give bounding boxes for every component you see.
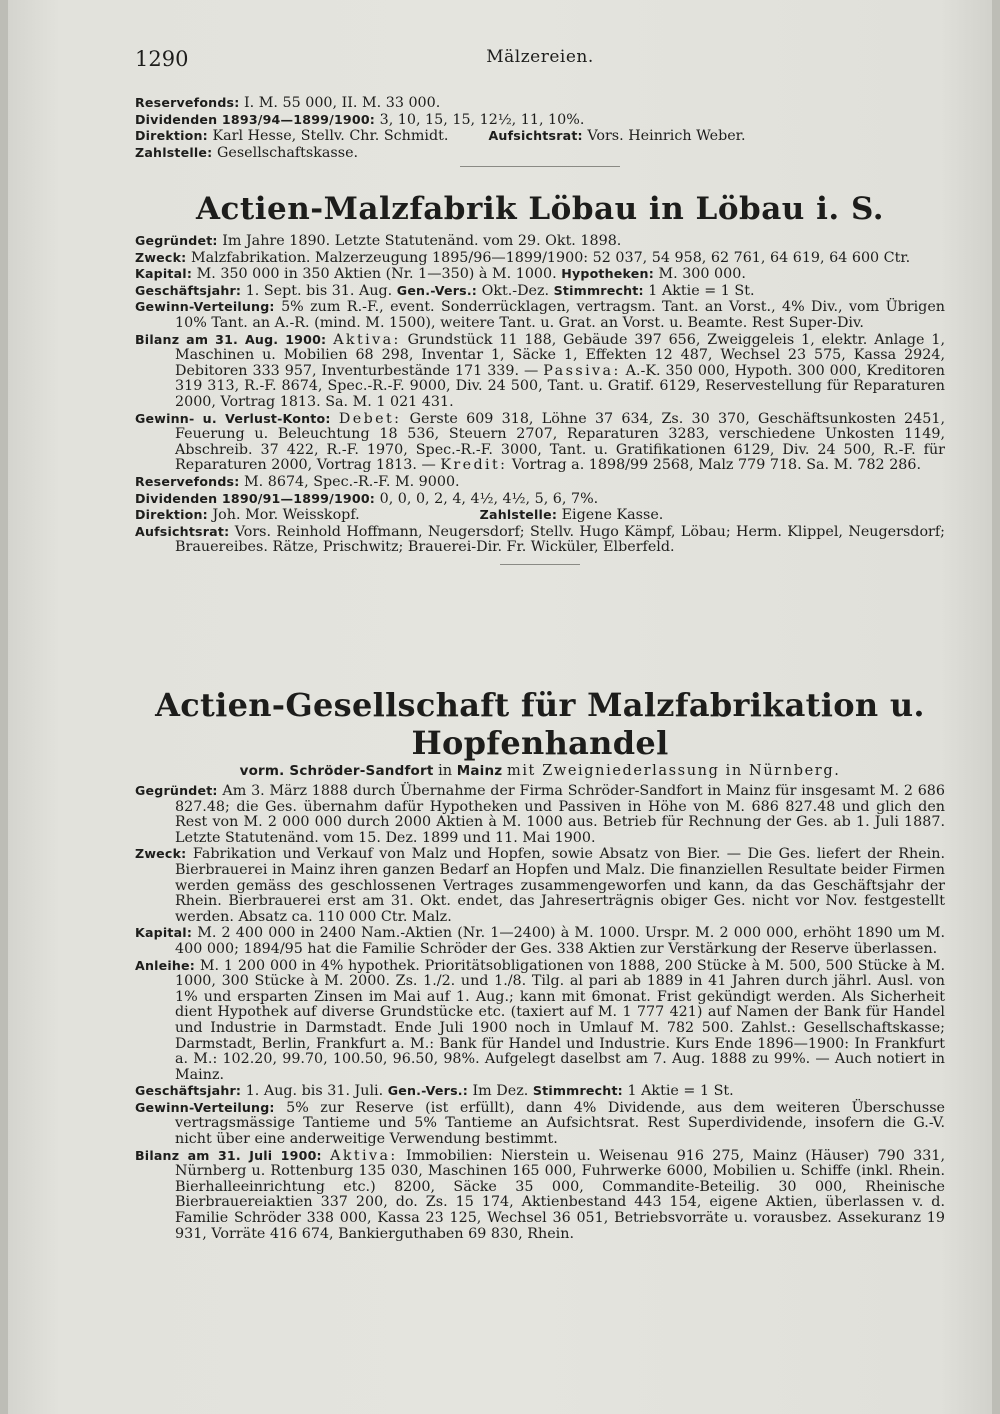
label: Gegründet: <box>135 783 218 798</box>
value: M. 350 000 in 350 Aktien (Nr. 1—350) à M. 1000. <box>196 266 557 283</box>
value: Vors. Reinhold Hoffmann, Neugersdorf; Stellv. Hugo Kämpf, Löbau; Herm. Klippel, Neugersdorf; Brauereibes. Rätze, Prischwitz; Brauerei-Dir. Fr. Wicküler, Elberfeld. <box>175 523 945 556</box>
zweck-entry <box>135 846 945 925</box>
previous-entry-tail <box>135 95 945 167</box>
label: Gewinn- u. Verlust-Konto: <box>135 410 331 426</box>
label: Bilanz am 31. Aug. 1900: <box>135 331 327 347</box>
label: Geschäftsjahr: <box>135 1083 242 1099</box>
zahlstelle-entry <box>135 145 945 162</box>
label: Gewinn-Verteilung: <box>135 299 275 315</box>
running-title: Mälzereien. <box>486 47 594 67</box>
label: Gewinn-Verteilung: <box>135 1099 275 1115</box>
zweck-entry <box>135 250 945 267</box>
company-title: Actien-Malzfabrik Löbau in Löbau i. S. <box>195 191 885 227</box>
label: Reservefonds: <box>135 95 240 110</box>
aufsichtsrat-entry <box>135 524 945 556</box>
value: 1. Sept. bis 31. Aug. <box>245 282 393 299</box>
page-header <box>135 47 945 73</box>
aktiva-word: Aktiva: <box>330 1147 398 1164</box>
label: Stimmrecht: <box>532 1083 623 1099</box>
value: 1. Aug. bis 31. Juli. <box>245 1083 384 1100</box>
subtitle-in: in <box>438 763 453 779</box>
label: Stimmrecht: <box>553 282 644 298</box>
kapital-entry <box>135 925 945 957</box>
value: Am 3. März 1888 durch Übernahme der Firma Schröder-Sandfort in Mainz für insgesamt M. 2 686 827.48; die Ges. übernahm dafür Hypotheken und Passiven in Höhe von M. 686 827.48 und glich den Rest von M. 2 000 000 durch 2000 Aktien à M. 1000 aus. Betrieb für Rechnung der Ges. ab 1. Juli 1887. Letzte Statutenänd. vom 15. Dez. 1899 und 11. Mai 1900. <box>175 783 945 846</box>
scan-edge-left <box>0 0 8 1414</box>
gegruendet-entry <box>135 233 945 250</box>
label: Anleihe: <box>135 957 196 973</box>
value: 3, 10, 15, 15, 12½, 11, 10%. <box>379 111 585 128</box>
gewinn-verlust-entry <box>135 411 945 474</box>
value: Grundstück 11 188, Gebäude 397 656, Zweiggeleis 1, elektr. Anlage 1, Maschinen u. Mobilien 68 298, Inventar 1, Säcke 1, Effekten 12 487, Wechsel 23 575, Kassa 2924, Debitoren 333 957, Inventurbestände 171 339. — <box>175 331 946 379</box>
label: Direktion: <box>135 128 208 144</box>
label: Gegründet: <box>135 233 218 248</box>
direktion-entry <box>135 507 945 524</box>
label: Reservefonds: <box>135 473 240 489</box>
label: Bilanz am 31. Juli 1900: <box>135 1147 322 1163</box>
value: M. 2 400 000 in 2400 Nam.-Aktien (Nr. 1—2400) à M. 1000. Urspr. M. 2 000 000, erhöht 1890 um M. 400 000; 1894/95 hat die Familie Schröder der Ges. 338 Aktien zur Verstärkung der Reserve überlassen. <box>175 925 946 957</box>
value: Karl Hesse, Stellv. Chr. Schmidt. <box>212 128 449 145</box>
value: 5% zur Reserve (ist erfüllt), dann 4% Dividende, aus dem weiteren Überschusse vertragsmässige Tantieme und 5% Tantieme an Aufsichtsrat. Rest Superdividende, insofern die G.-V. nicht über eine anderweitige Verwendung bestimmt. <box>175 1099 945 1148</box>
value: 1 Aktie = 1 St. <box>648 282 755 299</box>
scan-edge-right <box>992 0 1000 1414</box>
reservefonds-entry <box>135 474 945 491</box>
gewinn-verteilung-entry <box>135 1100 945 1148</box>
section-divider <box>500 564 580 565</box>
company-entry-loebau <box>135 190 945 565</box>
value: Immobilien: Nierstein u. Weisenau 916 275, Mainz (Häuser) 790 331, Nürnberg u. Rottenburg 135 030, Maschinen 165 000, Fuhrwerke 6000, Mobilien u. Schiffe (inkl. Rhein. Bierhalleeinrichtung etc.) 8200, Säcke 35 000, Commandite-Beteilig. 30 000, Rheinische Bierbrauereiaktien 337 200, do. Zs. 15 174, Aktienbestand 443 154, eigene Aktien, überlassen v. d. Familie Schröder 338 000, Kassa 23 125, Wechsel 36 051, Betriebsvorräte u. vorausbez. Assekuranz 19 931, Vorräte 416 674, Bankierguthaben 69 830, Rhein. <box>175 1147 946 1242</box>
kredit-word: Kredit: <box>440 457 508 474</box>
value: Eigene Kasse. <box>561 507 664 524</box>
label: Gen.-Vers.: <box>387 1083 468 1099</box>
debet-word: Debet: <box>338 410 402 427</box>
value: Joh. Mor. Weisskopf. <box>212 507 360 524</box>
value: M. 300 000. <box>658 266 746 283</box>
value: 5% zum R.-F., event. Sonderrücklagen, vertragsm. Tant. an Vorst., 4% Div., vom Übrigen 10% Tant. an A.-R. (mind. M. 1500), weitere Tant. u. Grat. an Vorst. u. Beamte. Rest Super-Div. <box>175 299 946 331</box>
kapital-entry <box>135 266 945 283</box>
value: 1 Aktie = 1 St. <box>627 1083 734 1100</box>
value: Vortrag a. 1898/99 2568, Malz 779 718. Sa. M. 782 286. <box>511 457 922 474</box>
anleihe-entry <box>135 958 945 1084</box>
label: Kapital: <box>135 266 193 282</box>
value: I. M. 55 000, II. M. 33 000. <box>244 95 441 111</box>
bilanz-entry <box>135 1148 945 1243</box>
label: Gen.-Vers.: <box>396 282 478 298</box>
city: Mainz <box>456 763 503 779</box>
subtitle-branch: mit Zweigniederlassung in Nürnberg. <box>506 763 841 779</box>
label: Geschäftsjahr: <box>135 282 242 298</box>
dividenden-entry <box>135 491 945 508</box>
value: M. 1 200 000 in 4% hypothek. Prioritätsobligationen von 1888, 200 Stücke à M. 500, 500 Stücke à M. 1000, 300 Stücke à M. 2000. Zs. 1./2. und 1./8. Tilg. al pari ab 1889 in 41 Jahren durch jährl. Ausl. von 1% und ersparten Zinsen im Mai auf 1. Aug.; kann mit 6monat. Frist gekündigt werden. Als Sicherheit dient Hypothek auf diverse Grundstücke etc. (taxiert auf M. 1 777 421) auf Namen der Bank für Handel und Industrie in Darmstadt. Ende Juli 1900 noch in Umlauf M. 782 500. Zahlst.: Gesellschaftskasse; Darmstadt, Berlin, Frankfurt a. M.: Bank für Handel und Industrie. Kurs Ende 1896—1900: In Frankfurt a. M.: 102.20, 99.70, 100.50, 96.50, 98%. Aufgelegt daselbst am 7. Aug. 1888 zu 99%. — Auch notiert in Mainz. <box>175 957 946 1083</box>
gegruendet-entry <box>135 783 945 846</box>
value: M. 8674, Spec.-R.-F. M. 9000. <box>244 473 460 490</box>
label: Dividenden 1893/94—1899/1900: <box>135 111 376 127</box>
value: A.-K. 350 000, Hypoth. 300 000, Kreditoren 319 313, R.-F. 8674, Spec.-R.-F. 9000, Div. 24 500, Tant. u. Gratif. 6129, Reservestellung für Reparaturen 2000, Vortrag 1813. Sa. M. 1 021 431. <box>175 362 946 410</box>
label: Aufsichtsrat: <box>488 128 583 144</box>
section-divider <box>460 166 620 167</box>
reservefonds-entry <box>135 95 945 112</box>
page-number: 1290 <box>135 47 189 71</box>
value: Im Jahre 1890. Letzte Statutenänd. vom 29. Okt. 1898. <box>222 233 622 249</box>
passiva-word: Passiva: <box>543 362 621 379</box>
value: Gerste 609 318, Löhne 37 634, Zs. 30 370, Geschäftsunkosten 2451, Feuerung u. Beleuchtung 18 536, Steuern 2707, Reparaturen 3283, verschiedene Unkosten 1149, Abschreib. 37 422, R.-F. 1970, Spec.-R.-F. 3000, Tant. u. Gratifikationen 6129, Div. 24 500, R.-F. für Reparaturen 2000, Vortrag 1813. — <box>175 410 945 474</box>
former-name: vorm. Schröder-Sandfort <box>239 763 434 779</box>
aktiva-word: Aktiva: <box>333 331 401 348</box>
geschaeftsjahr-entry <box>135 1083 945 1100</box>
label: Kapital: <box>135 925 193 941</box>
bilanz-entry <box>135 332 945 411</box>
label: Zahlstelle: <box>479 507 558 523</box>
value: Gesellschaftskasse. <box>216 144 359 161</box>
label: Hypotheken: <box>561 266 654 282</box>
company-subtitle <box>135 762 945 780</box>
label: Zweck: <box>135 249 187 265</box>
dividenden-entry <box>135 112 945 129</box>
company-title: Actien-Gesellschaft für Malzfabrikation u. Hopfenhandel <box>155 686 925 762</box>
gewinn-verteilung-entry <box>135 299 945 331</box>
value: 0, 0, 0, 2, 4, 4½, 4½, 5, 6, 7%. <box>379 490 599 507</box>
label: Dividenden 1890/91—1899/1900: <box>135 490 376 506</box>
label: Zahlstelle: <box>135 144 213 160</box>
label: Zweck: <box>135 846 187 862</box>
value: Fabrikation und Verkauf von Malz und Hopfen, sowie Absatz von Bier. — Die Ges. liefert der Rhein. Bierbrauerei in Mainz ihren ganzen Bedarf an Hopfen und Malz. Die finanziellen Resultate beider Firmen werden gemäss des geschlossenen Vertrages zusammengeworfen und kann, da das Geschäftsjahr der Rhein. Bierbrauerei erst am 31. Okt. endet, das Jahreserträgnis obiger Ges. nicht vor Nov. festgestellt werden. Absatz ca. 110 000 Ctr. Malz. <box>175 846 945 925</box>
company-entry-mainz <box>135 686 945 1242</box>
value: Malzfabrikation. Malzerzeugung 1895/96—1899/1900: 52 037, 54 958, 62 761, 64 619, 64 600 Ctr. <box>190 249 911 266</box>
value: Vors. Heinrich Weber. <box>587 128 746 145</box>
label: Aufsichtsrat: <box>135 523 230 539</box>
label: Direktion: <box>135 507 208 523</box>
value: Okt.-Dez. <box>481 282 550 299</box>
direktion-entry <box>135 128 945 145</box>
geschaeftsjahr-entry <box>135 283 945 300</box>
value: Im Dez. <box>472 1083 529 1100</box>
